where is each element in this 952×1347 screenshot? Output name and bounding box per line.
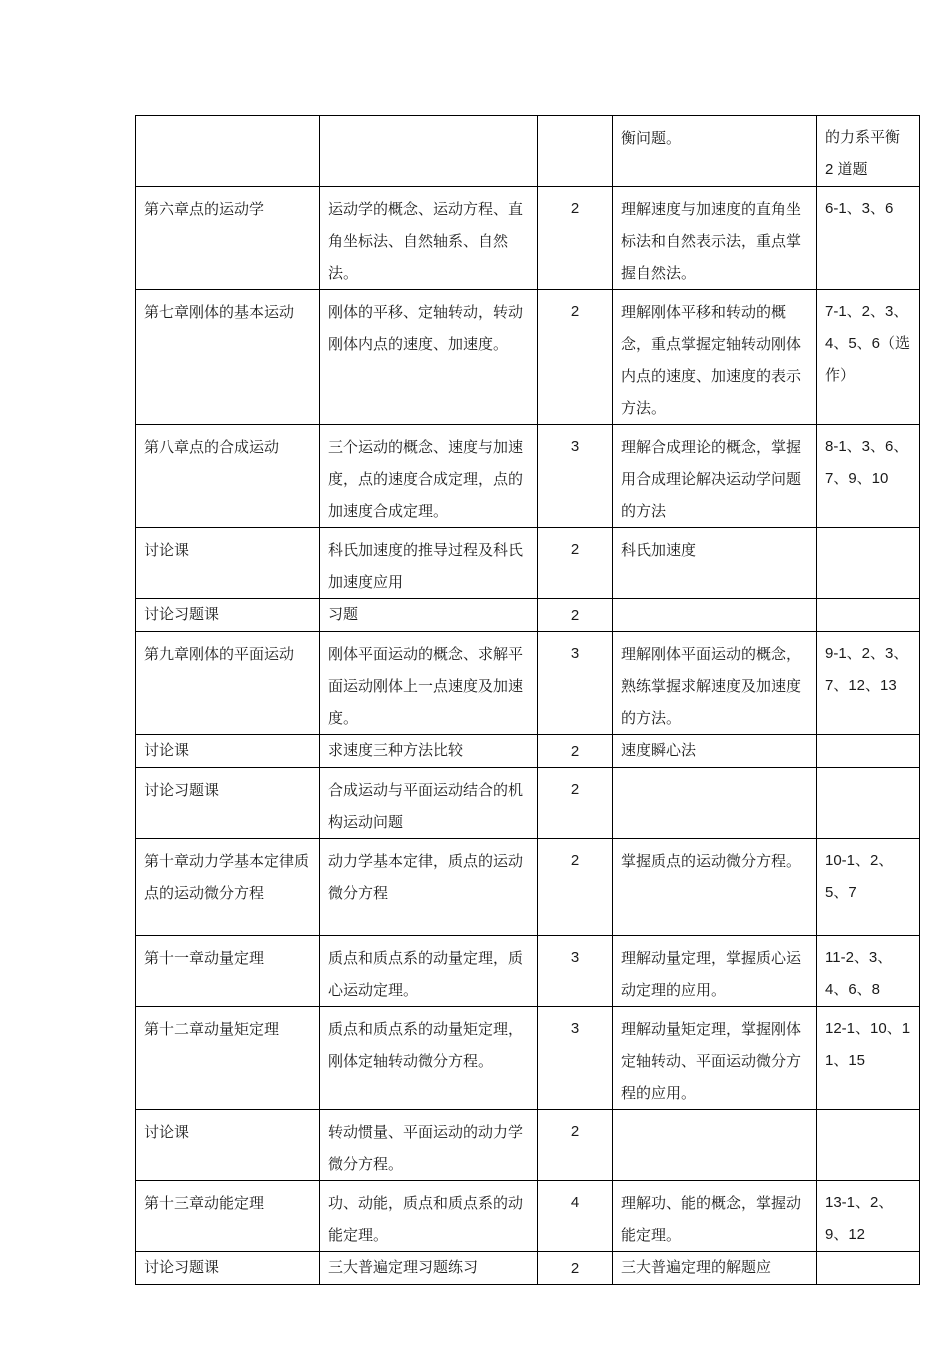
chapter-cell: 讨论习题课 (136, 1252, 320, 1285)
hours-cell: 2 (538, 290, 613, 425)
content-cell: 合成运动与平面运动结合的机构运动问题 (320, 768, 538, 839)
chapter-cell: 讨论习题课 (136, 599, 320, 632)
homework-cell (817, 528, 920, 599)
chapter-cell: 讨论课 (136, 528, 320, 599)
homework-cell: 10-1、2、5、7 (817, 839, 920, 936)
hours-cell: 4 (538, 1181, 613, 1252)
hours-cell: 2 (538, 528, 613, 599)
content-cell: 质点和质点系的动量定理，质心运动定理。 (320, 936, 538, 1007)
table-row (136, 187, 920, 290)
content-cell: 质点和质点系的动量矩定理，刚体定轴转动微分方程。 (320, 1007, 538, 1110)
content-cell: 转动惯量、平面运动的动力学微分方程。 (320, 1110, 538, 1181)
table-row (136, 768, 920, 839)
homework-cell: 8-1、3、6、7、9、10 (817, 425, 920, 528)
syllabus-table-body (136, 116, 920, 1285)
table-row (136, 1007, 920, 1110)
content-cell: 求速度三种方法比较 (320, 735, 538, 768)
content-cell: 刚体的平移、定轴转动，转动刚体内点的速度、加速度。 (320, 290, 538, 425)
hours-cell: 2 (538, 187, 613, 290)
table-row (136, 1252, 920, 1285)
requirement-cell: 理解合成理论的概念，掌握用合成理论解决运动学问题的方法 (613, 425, 817, 528)
hours-cell: 2 (538, 839, 613, 936)
table-row (136, 425, 920, 528)
hours-cell: 3 (538, 936, 613, 1007)
hours-cell: 2 (538, 599, 613, 632)
hours-cell: 2 (538, 768, 613, 839)
content-cell: 运动学的概念、运动方程、直角坐标法、自然轴系、自然法。 (320, 187, 538, 290)
content-cell: 习题 (320, 599, 538, 632)
hours-cell: 3 (538, 1007, 613, 1110)
chapter-cell: 第九章刚体的平面运动 (136, 632, 320, 735)
chapter-cell: 讨论课 (136, 1110, 320, 1181)
homework-cell (817, 599, 920, 632)
hours-cell: 3 (538, 425, 613, 528)
content-cell: 动力学基本定律，质点的运动微分方程 (320, 839, 538, 936)
table-row (136, 116, 920, 187)
homework-cell (817, 1110, 920, 1181)
hours-cell (538, 116, 613, 187)
hours-cell: 2 (538, 735, 613, 768)
homework-cell: 6-1、3、6 (817, 187, 920, 290)
hours-cell: 3 (538, 632, 613, 735)
table-row (136, 735, 920, 768)
chapter-cell (136, 116, 320, 187)
content-cell: 三大普遍定理习题练习 (320, 1252, 538, 1285)
requirement-cell: 掌握质点的运动微分方程。 (613, 839, 817, 936)
requirement-cell: 理解动量矩定理，掌握刚体定轴转动、平面运动微分方程的应用。 (613, 1007, 817, 1110)
content-cell: 科氏加速度的推导过程及科氏加速度应用 (320, 528, 538, 599)
requirement-cell: 理解刚体平移和转动的概念，重点掌握定轴转动刚体内点的速度、加速度的表示方法。 (613, 290, 817, 425)
table-row (136, 1181, 920, 1252)
chapter-cell: 第十一章动量定理 (136, 936, 320, 1007)
homework-cell: 11-2、3、4、6、8 (817, 936, 920, 1007)
chapter-cell: 第十章动力学基本定律质点的运动微分方程 (136, 839, 320, 936)
requirement-cell (613, 1110, 817, 1181)
requirement-cell: 理解功、能的概念，掌握动能定理。 (613, 1181, 817, 1252)
syllabus-table (135, 115, 920, 1285)
homework-cell (817, 768, 920, 839)
table-row (136, 528, 920, 599)
homework-cell (817, 1252, 920, 1285)
table-row (136, 936, 920, 1007)
homework-cell: 13-1、2、9、12 (817, 1181, 920, 1252)
content-cell (320, 116, 538, 187)
hours-cell: 2 (538, 1110, 613, 1181)
chapter-cell: 第七章刚体的基本运动 (136, 290, 320, 425)
chapter-cell: 讨论课 (136, 735, 320, 768)
homework-cell: 7-1、2、3、4、5、6（选作） (817, 290, 920, 425)
content-cell: 刚体平面运动的概念、求解平面运动刚体上一点速度及加速度。 (320, 632, 538, 735)
table-row (136, 839, 920, 936)
requirement-cell: 三大普遍定理的解题应 (613, 1252, 817, 1285)
requirement-cell: 理解速度与加速度的直角坐标法和自然表示法，重点掌握自然法。 (613, 187, 817, 290)
requirement-cell: 速度瞬心法 (613, 735, 817, 768)
requirement-cell: 理解动量定理，掌握质心运动定理的应用。 (613, 936, 817, 1007)
requirement-cell: 理解刚体平面运动的概念，熟练掌握求解速度及加速度的方法。 (613, 632, 817, 735)
homework-cell (817, 735, 920, 768)
table-row (136, 1110, 920, 1181)
requirement-cell: 衡问题。 (613, 116, 817, 187)
chapter-cell: 第八章点的合成运动 (136, 425, 320, 528)
table-row (136, 599, 920, 632)
chapter-cell: 第六章点的运动学 (136, 187, 320, 290)
content-cell: 三个运动的概念、速度与加速度，点的速度合成定理，点的加速度合成定理。 (320, 425, 538, 528)
homework-cell: 12-1、10、11、15 (817, 1007, 920, 1110)
table-row (136, 632, 920, 735)
requirement-cell: 科氏加速度 (613, 528, 817, 599)
homework-cell: 9-1、2、3、7、12、13 (817, 632, 920, 735)
table-row (136, 290, 920, 425)
requirement-cell (613, 599, 817, 632)
chapter-cell: 第十三章动能定理 (136, 1181, 320, 1252)
homework-cell: 的力系平衡 2 道题 (817, 116, 920, 187)
content-cell: 功、动能，质点和质点系的动能定理。 (320, 1181, 538, 1252)
hours-cell: 2 (538, 1252, 613, 1285)
requirement-cell (613, 768, 817, 839)
chapter-cell: 第十二章动量矩定理 (136, 1007, 320, 1110)
chapter-cell: 讨论习题课 (136, 768, 320, 839)
